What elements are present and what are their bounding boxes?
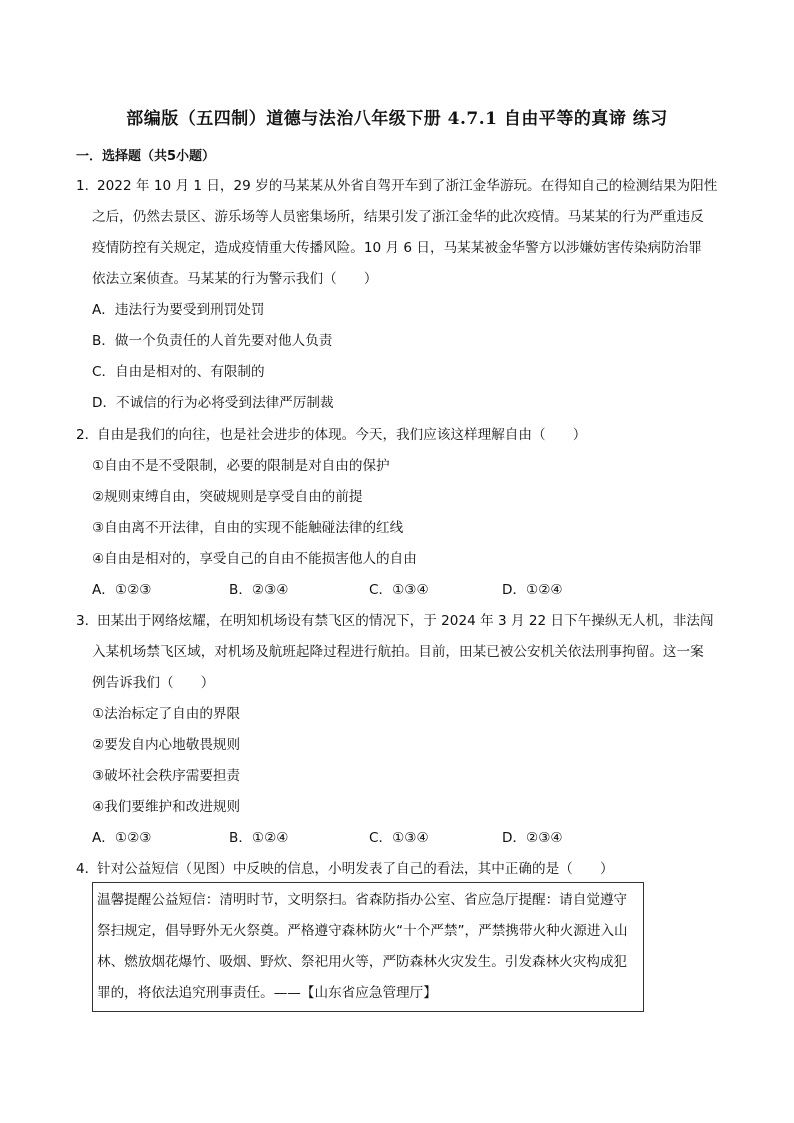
question-stem-line: 入某机场禁飞区域，对机场及航班起降过程进行航拍。目前，田某已被公安机关依法刑事拘留。这一案 (92, 644, 704, 660)
statement-item: ③破坏社会秩序需要担责 (92, 768, 241, 784)
question-stem-line: 依法立案侦查。马某某的行为警示我们（ ） (92, 271, 378, 287)
question-number: 3． (76, 613, 99, 629)
question-number: 4． (76, 861, 99, 877)
answer-choice-a[interactable]: A．①②③ (92, 830, 152, 846)
page-title: 部编版（五四制）道德与法治八年级下册 4.7.1 自由平等的真谛 练习 (126, 109, 668, 129)
notice-line: 祭扫规定，倡导野外无火祭奠。严格遵守森林防火“十个严禁”，严禁携带火种火源进入山 (97, 923, 628, 939)
public-notice-box (92, 882, 644, 1012)
answer-option-b[interactable]: B．做一个负责任的人首先要对他人负责 (92, 333, 333, 349)
notice-line: 温馨提醒公益短信：清明时节，文明祭扫。省森防指办公室、省应急厅提醒：请自觉遵守 (97, 892, 628, 908)
question-stem-line: 疫情防控有关规定，造成疫情重大传播风险。10 月 6 日，马某某被金华警方以涉嫌妨害传染病防治罪 (92, 240, 702, 256)
statement-item: ①自由不是不受限制，必要的限制是对自由的保护 (92, 458, 390, 474)
question-stem-line: 之后，仍然去景区、游乐场等人员密集场所，结果引发了浙江金华的此次疫情。马某某的行为严重违反 (92, 209, 704, 225)
notice-line: 罪的，将依法追究刑事责任。——【山东省应急管理厅】 (97, 985, 437, 1001)
question-number: 2． (76, 427, 99, 443)
question-stem-line: 针对公益短信（见图）中反映的信息，小明发表了自己的看法，其中正确的是（ ） (97, 861, 614, 877)
section-heading: 一．选择题（共5小题） (76, 149, 216, 164)
statement-item: ③自由离不开法律，自由的实现不能触碰法律的红线 (92, 520, 404, 536)
answer-choice-c[interactable]: C．①③④ (369, 582, 429, 598)
answer-option-d[interactable]: D．不诚信的行为必将受到法律严厉制裁 (92, 395, 334, 411)
statement-item: ②规则束缚自由，突破规则是享受自由的前提 (92, 489, 363, 505)
answer-choice-d[interactable]: D．②③④ (502, 830, 563, 846)
question-stem-line: 自由是我们的向往，也是社会进步的体现。今天，我们应该这样理解自由（ ） (97, 427, 587, 443)
question-number: 1． (76, 178, 99, 194)
question-stem-line: 例告诉我们（ ） (92, 675, 215, 691)
question-stem-line: 2022 年 10 月 1 日，29 岁的马某某从外省自驾开车到了浙江金华游玩。在得知自己的检测结果为阳性 (97, 178, 718, 194)
statement-item: ①法治标定了自由的界限 (92, 706, 241, 722)
answer-choice-a[interactable]: A．①②③ (92, 582, 152, 598)
statement-item: ④我们要维护和改进规则 (92, 799, 241, 815)
answer-choice-c[interactable]: C．①③④ (369, 830, 429, 846)
statement-item: ②要发自内心地敬畏规则 (92, 737, 241, 753)
question-stem-line: 田某出于网络炫耀，在明知机场设有禁飞区的情况下，于 2024 年 3 月 22 日下午操纵无人机，非法闯 (97, 613, 714, 629)
answer-choices-row (92, 829, 612, 847)
answer-choices-row (92, 581, 612, 599)
notice-line: 林、燃放烟花爆竹、吸烟、野炊、祭祀用火等，严防森林火灾发生。引发森林火灾构成犯 (97, 954, 628, 970)
answer-choice-d[interactable]: D．①②④ (502, 582, 563, 598)
answer-option-a[interactable]: A．违法行为要受到刑罚处罚 (92, 302, 265, 318)
answer-option-c[interactable]: C．自由是相对的、有限制的 (92, 364, 265, 380)
answer-choice-b[interactable]: B．①②④ (229, 830, 289, 846)
answer-choice-b[interactable]: B．②③④ (229, 582, 289, 598)
statement-item: ④自由是相对的，享受自己的自由不能损害他人的自由 (92, 551, 417, 567)
